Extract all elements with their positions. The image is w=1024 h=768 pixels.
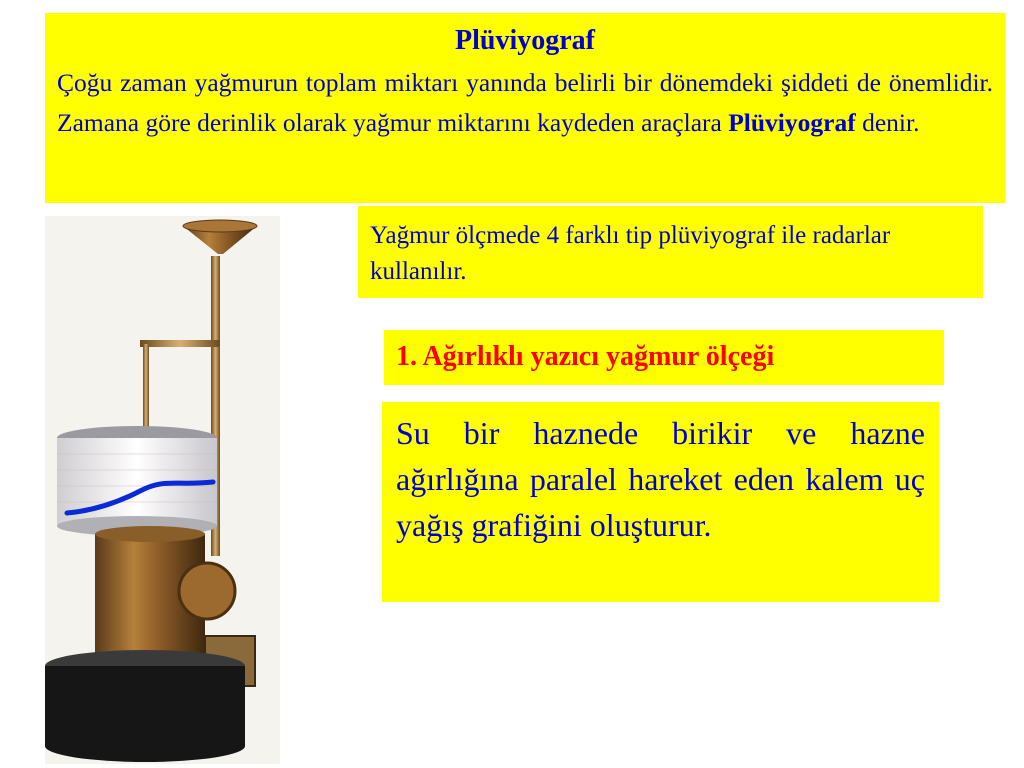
pen-arm bbox=[143, 344, 149, 434]
intro-text: Çoğu zaman yağmurun toplam miktarı yanında belirli bir dönemdeki şiddeti de önemlidir. Zamana göre derinlik olarak yağmur miktarını kaydeden araçlara bbox=[57, 68, 993, 137]
intro-paragraph bbox=[57, 63, 993, 143]
funnel-rim bbox=[183, 220, 257, 232]
slide-title: Plüviyograf bbox=[455, 25, 595, 56]
crossbar bbox=[140, 340, 220, 347]
gear-wheel bbox=[179, 563, 235, 619]
section-heading: 1. Ağırlıklı yazıcı yağmur ölçeği bbox=[396, 341, 775, 372]
description-text: Su bir haznede birikir ve hazne ağırlığına paralel hareket eden kalem uç yağış grafiğini oluşturur. bbox=[396, 415, 925, 543]
title-box bbox=[45, 13, 1005, 203]
section-heading-box bbox=[384, 330, 944, 385]
info-box bbox=[358, 206, 983, 298]
base-bottom bbox=[45, 730, 245, 762]
info-text: Yağmur ölçmede 4 farklı tip plüviyograf ile radarlar kullanılır. bbox=[370, 222, 891, 285]
intro-text-end: denir. bbox=[855, 108, 920, 137]
pluviograph-image bbox=[45, 216, 280, 764]
brass-body-top bbox=[95, 526, 205, 542]
intro-bold-term: Plüviyograf bbox=[728, 108, 856, 137]
description-box bbox=[382, 402, 939, 602]
